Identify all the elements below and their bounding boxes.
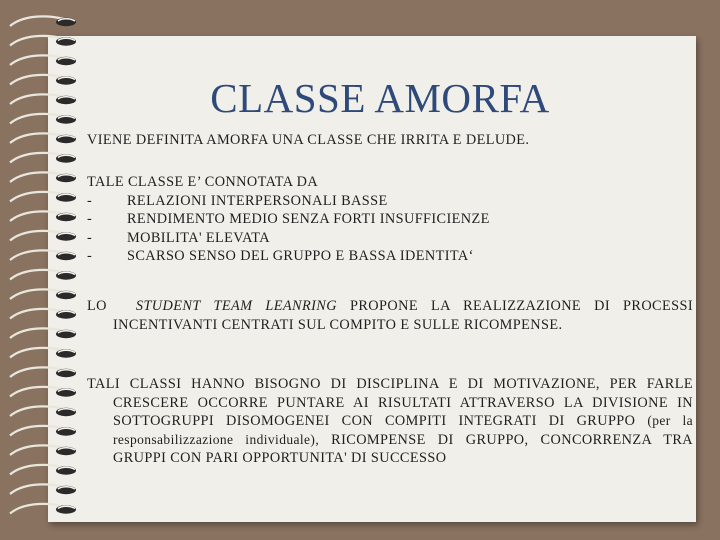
paragraph-definition: VIENE DEFINITA AMORFA UNA CLASSE CHE IRRITA E DELUDE.	[87, 132, 530, 148]
paragraph-needs	[87, 375, 693, 468]
list-marker: -	[87, 211, 93, 227]
list-item-text: RELAZIONI INTERPERSONALI BASSE	[127, 192, 388, 209]
paragraph-text: RICOMPENSE DI GRUPPO, CONCORRENZA TRA GRUPPI CON PARI OPPORTUNITA' DI SUCCESSO	[113, 431, 693, 466]
spiral-ring	[10, 289, 64, 299]
spiral-ring	[10, 387, 64, 397]
spiral-ring	[10, 465, 64, 475]
connotation-list	[87, 173, 667, 266]
list-intro: TALE CLASSE E’ CONNOTATA DA	[87, 174, 319, 190]
slide-title: CLASSE AMORFA	[210, 75, 550, 121]
list-item-text: SCARSO SENSO DEL GRUPPO E BASSA IDENTITA‘	[127, 248, 474, 264]
spiral-ring	[10, 36, 64, 46]
spiral-ring	[10, 406, 64, 416]
list-item	[87, 229, 667, 248]
spiral-ring	[10, 309, 64, 319]
spiral-ring	[10, 153, 64, 163]
spiral-ring	[10, 504, 64, 514]
list-item	[87, 192, 667, 211]
spiral-ring	[10, 211, 64, 221]
paragraph-aside: (per la responsabilizzazione individuale),	[113, 413, 693, 447]
list-item	[87, 247, 667, 266]
spiral-ring	[10, 192, 64, 202]
method-name: STUDENT TEAM LEANRING	[135, 298, 337, 314]
spiral-ring	[10, 367, 64, 377]
spiral-ring	[10, 55, 64, 65]
spiral-ring	[10, 231, 64, 241]
list-marker: -	[87, 248, 93, 264]
spiral-ring	[10, 133, 64, 143]
spiral-ring	[10, 172, 64, 182]
paragraph-lead: LO	[87, 298, 107, 314]
spiral-ring	[10, 348, 64, 358]
list-item	[87, 210, 667, 229]
paragraph-text: TALI CLASSI HANNO BISOGNO DI DISCIPLINA E DI MOTIVAZIONE, PER FARLE CRESCERE OCCORRE PUNTARE AI RISULTATI ATTRAVERSO LA DIVISIONE IN SOTTOGRUPPI DISOMOGENEI CON COMPITI INTEGRATI DI GRUPPO	[87, 376, 693, 429]
spiral-ring	[10, 270, 64, 280]
list-marker: -	[87, 229, 93, 246]
list-marker: -	[87, 192, 93, 209]
spiral-ring	[10, 250, 64, 260]
paragraph-text: PROPONE LA REALIZZAZIONE DI PROCESSI INCENTIVANTI CENTRATI SUL COMPITO E SULLE RICOMPENSE.	[113, 298, 693, 333]
spiral-ring	[10, 445, 64, 455]
list-item-text: RENDIMENTO MEDIO SENZA FORTI INSUFFICIENZE	[127, 211, 490, 227]
spiral-ring	[10, 426, 64, 436]
spiral-ring	[10, 16, 64, 26]
list-item-text: MOBILITA' ELEVATA	[127, 229, 271, 246]
paragraph-student-team	[87, 297, 693, 334]
spiral-ring	[10, 328, 64, 338]
spiral-ring	[10, 484, 64, 494]
